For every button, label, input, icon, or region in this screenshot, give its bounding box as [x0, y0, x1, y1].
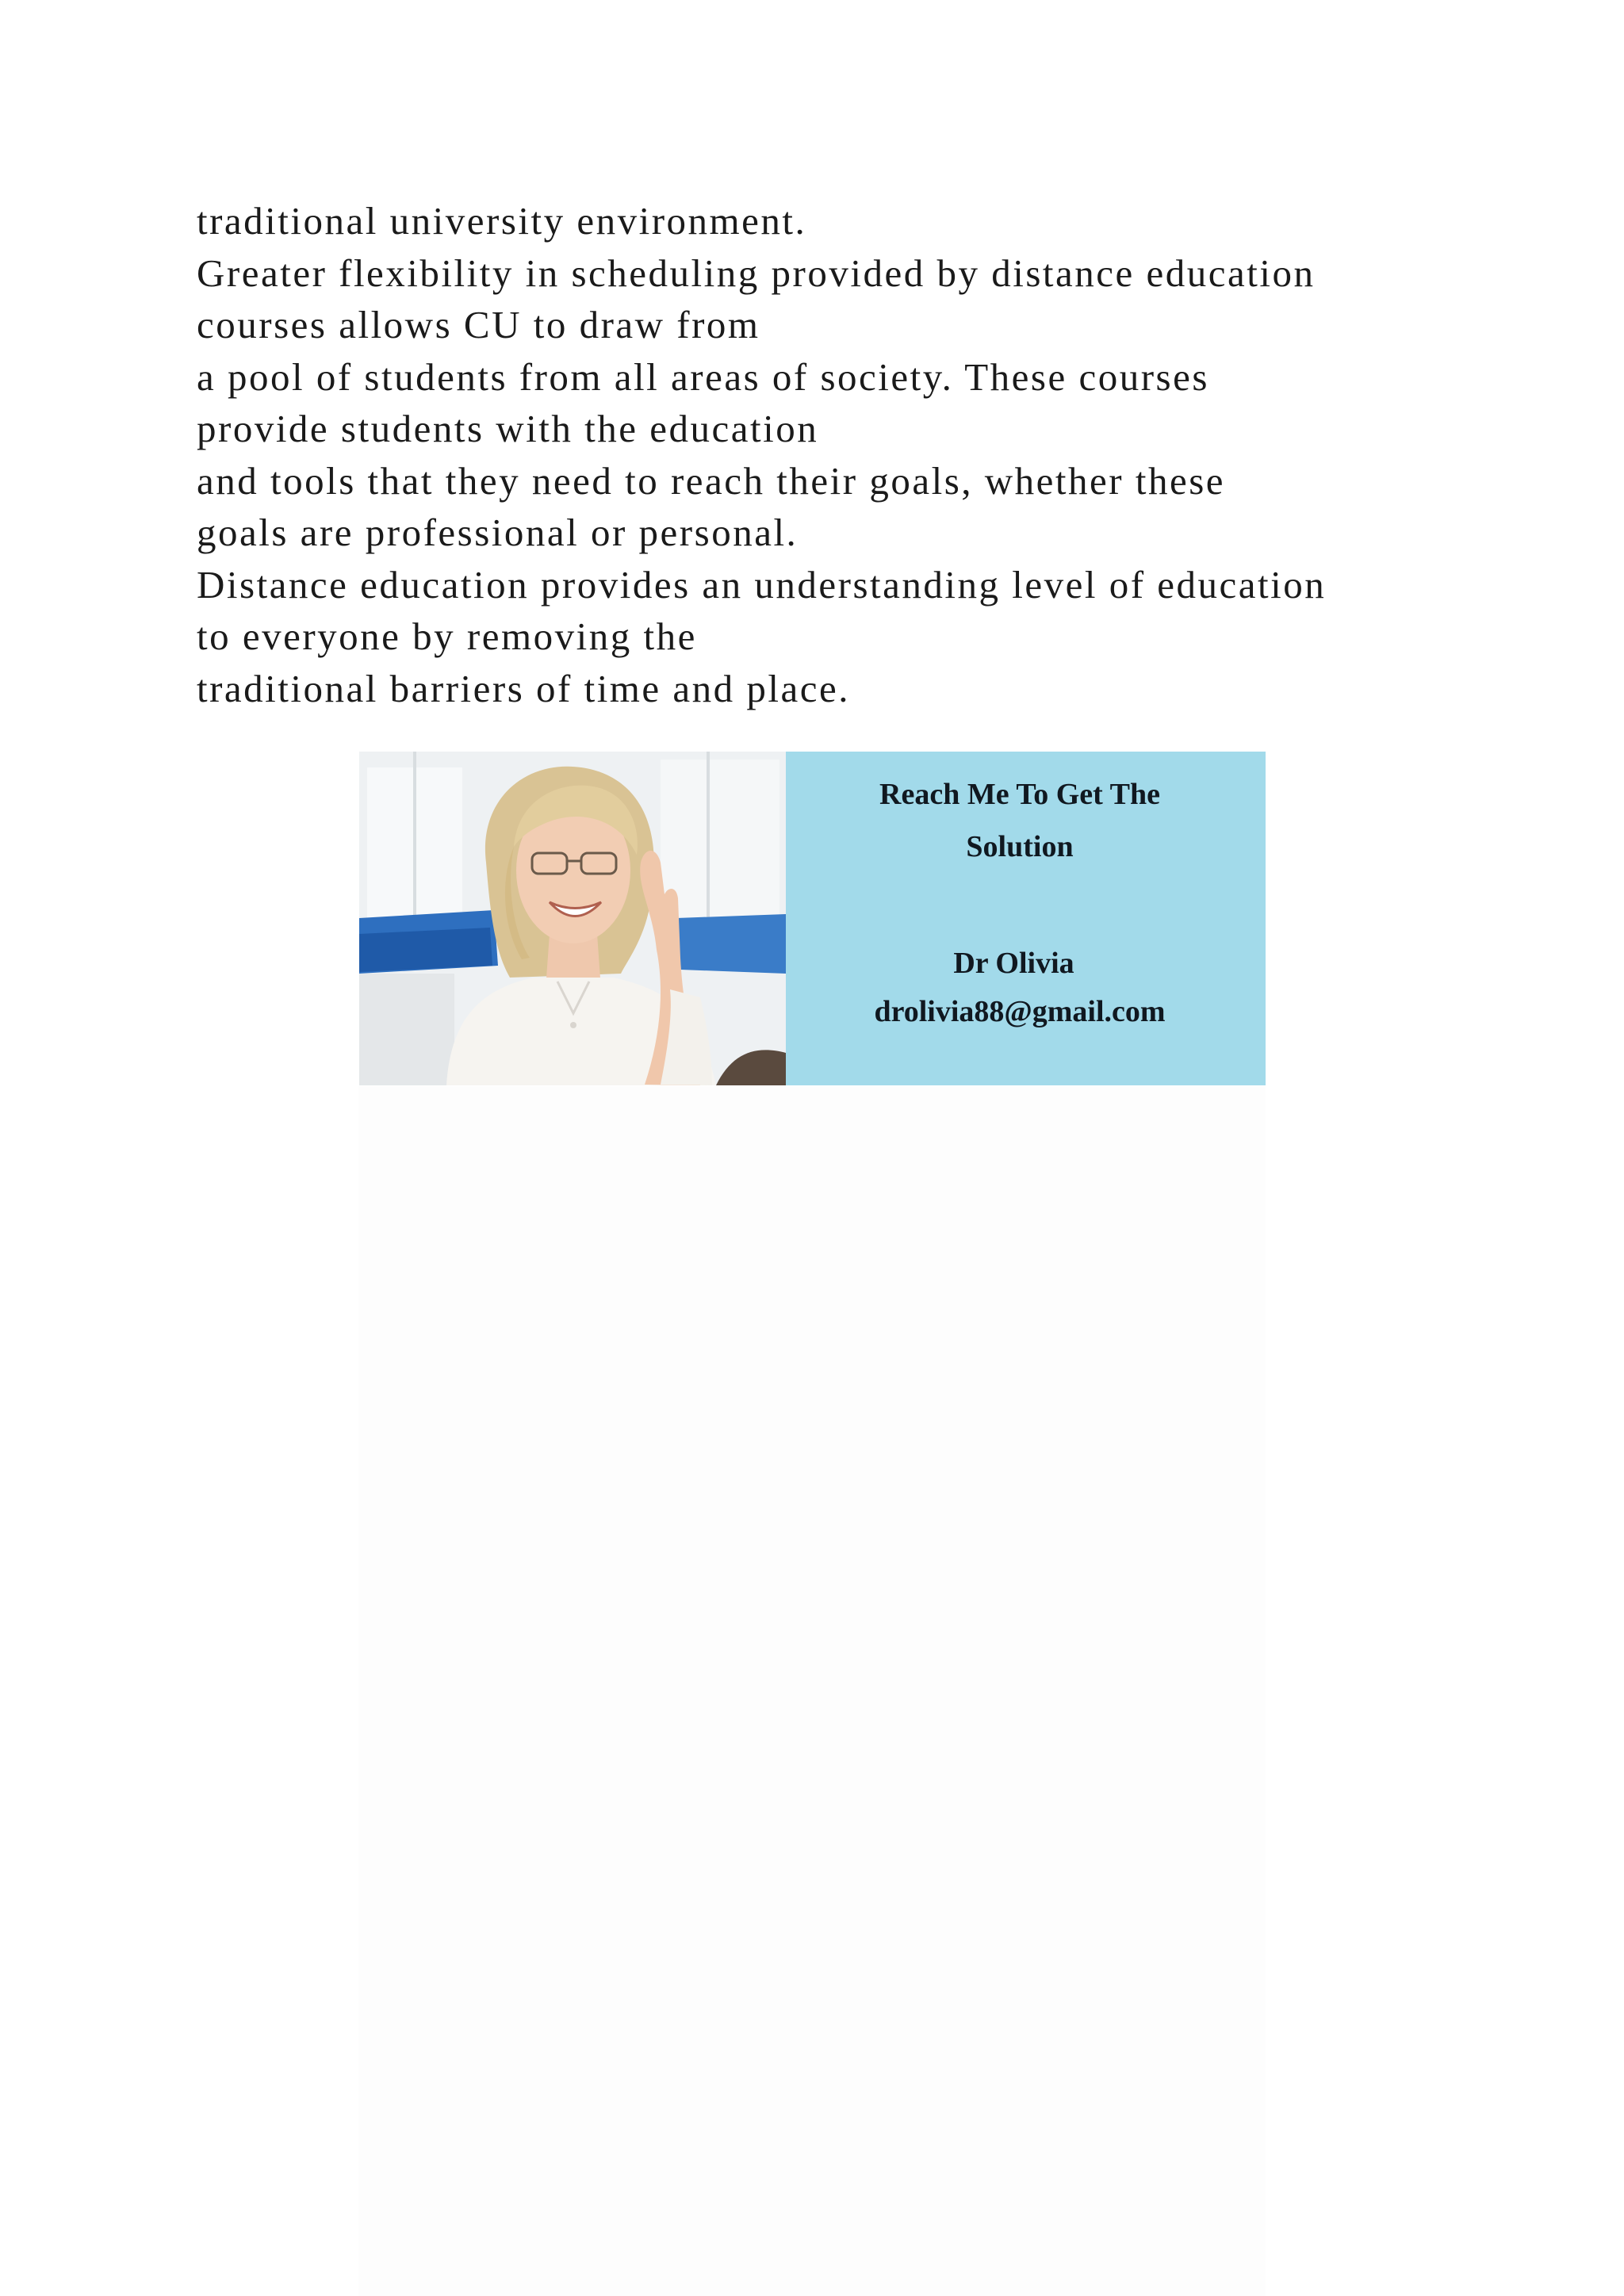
contact-banner: [359, 752, 1266, 1085]
page-shadow-area: [358, 1086, 1266, 2296]
text-line: goals are professional or personal.: [197, 511, 799, 554]
woman-photo: [359, 752, 786, 1085]
woman-illustration: [359, 752, 786, 1085]
text-line: provide students with the education: [197, 407, 819, 450]
text-line: and tools that they need to reach their goals, whether these: [197, 458, 1226, 503]
banner-heading-line-2: Solution: [966, 830, 1074, 863]
text-line: Distance education provides an understanding level of education: [197, 562, 1327, 607]
contact-panel: [786, 752, 1266, 1085]
text-line: traditional university environment.: [197, 199, 807, 243]
text-line: Greater flexibility in scheduling provided by distance education: [197, 251, 1316, 295]
contact-name: Dr Olivia: [953, 947, 1074, 980]
text-line: a pool of students from all areas of society. These courses: [197, 354, 1209, 399]
contact-email[interactable]: drolivia88@gmail.com: [874, 995, 1166, 1028]
body-text: [197, 195, 1465, 714]
banner-heading-line-1: Reach Me To Get The: [879, 778, 1160, 811]
text-line: traditional barriers of time and place.: [197, 666, 851, 710]
text-line: to everyone by removing the: [197, 614, 697, 658]
text-line: courses allows CU to draw from: [197, 303, 760, 346]
